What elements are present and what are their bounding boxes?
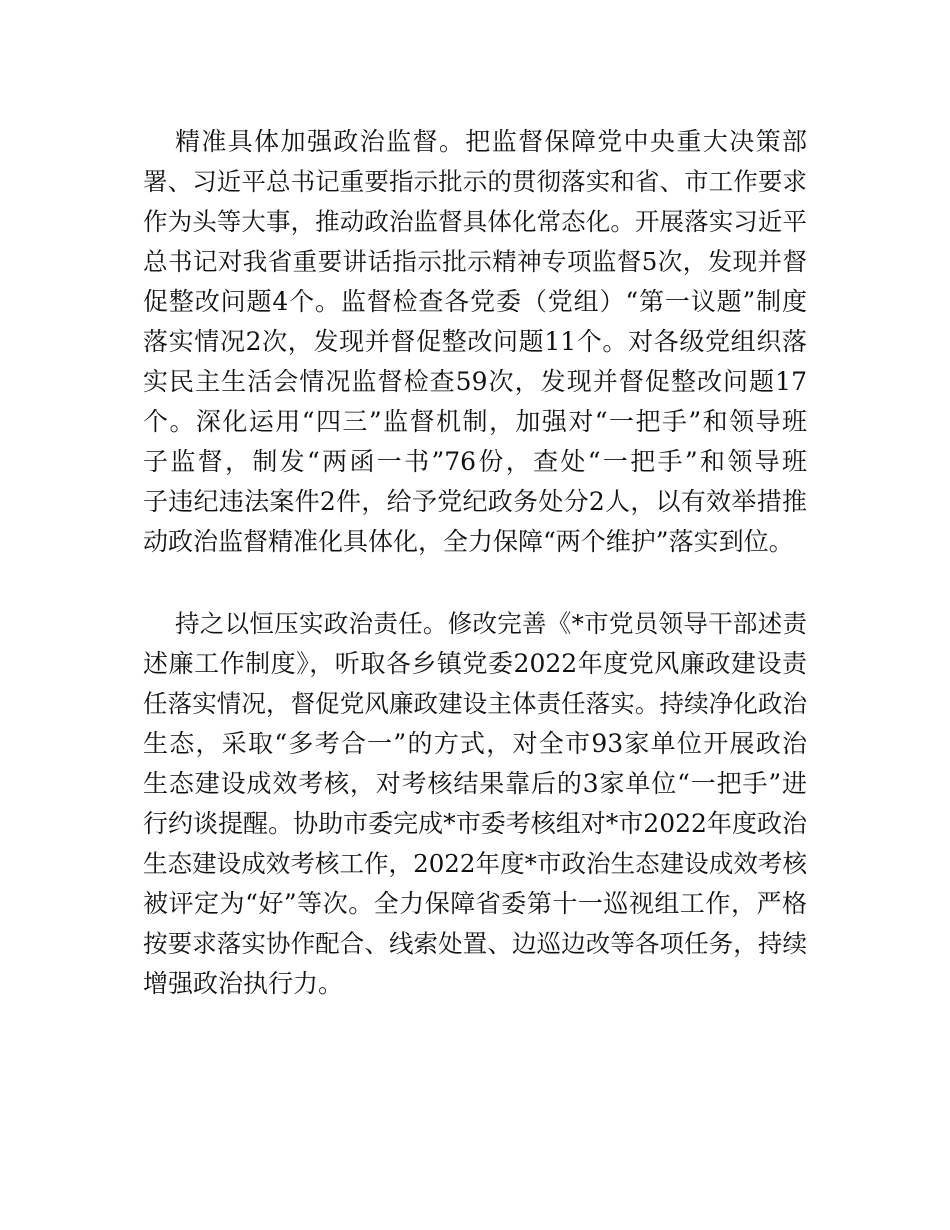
paragraph-line: 生态建设成效考核工作，2022年度*市政治生态建设成效考核 xyxy=(143,849,807,878)
paragraph-political-supervision xyxy=(143,122,807,562)
paragraph-political-responsibility xyxy=(143,604,807,1004)
paragraph-line: 行约谈提醒。协助市委完成*市委考核组对*市2022年度政治 xyxy=(143,809,807,838)
paragraph-line: 促整改问题4个。监督检查各党委（党组）“第一议题”制度 xyxy=(143,287,807,316)
paragraph-line: 署、习近平总书记重要指示批示的贯彻落实和省、市工作要求 xyxy=(143,167,807,196)
paragraph-line: 动政治监督精准化具体化，全力保障“两个维护”落实到位。 xyxy=(143,527,794,556)
paragraph-line: 个。深化运用“四三”监督机制，加强对“一把手”和领导班 xyxy=(143,407,807,436)
paragraph-line: 子监督，制发“两函一书”76份，查处“一把手”和领导班 xyxy=(143,447,807,476)
paragraph-line: 总书记对我省重要讲话指示批示精神专项监督5次，发现并督 xyxy=(143,247,807,276)
paragraph-line: 按要求落实协作配合、线索处置、边巡边改等各项任务，持续 xyxy=(143,929,807,958)
paragraph-line: 持之以恒压实政治责任。修改完善《*市党员领导干部述责 xyxy=(175,609,807,638)
paragraph-line: 子违纪违法案件2件，给予党纪政务处分2人，以有效举措推 xyxy=(143,487,807,516)
paragraph-line: 生态，采取“多考合一”的方式，对全市93家单位开展政治 xyxy=(143,729,807,758)
paragraph-line: 增强政治执行力。 xyxy=(143,969,344,998)
paragraph-line: 任落实情况，督促党风廉政建设主体责任落实。持续净化政治 xyxy=(143,689,807,718)
paragraph-line: 述廉工作制度》，听取各乡镇党委2022年度党风廉政建设责 xyxy=(143,649,807,678)
paragraph-line: 实民主生活会情况监督检查59次，发现并督促整改问题17 xyxy=(143,367,807,396)
paragraph-line: 生态建设成效考核，对考核结果靠后的3家单位“一把手”进 xyxy=(143,769,807,798)
paragraph-line: 作为头等大事，推动政治监督具体化常态化。开展落实习近平 xyxy=(143,207,807,236)
paragraph-line: 落实情况2次，发现并督促整改问题11个。对各级党组织落 xyxy=(143,327,807,356)
paragraph-line: 精准具体加强政治监督。把监督保障党中央重大决策部 xyxy=(175,127,807,156)
paragraph-line: 被评定为“好”等次。全力保障省委第十一巡视组工作，严格 xyxy=(143,889,807,918)
